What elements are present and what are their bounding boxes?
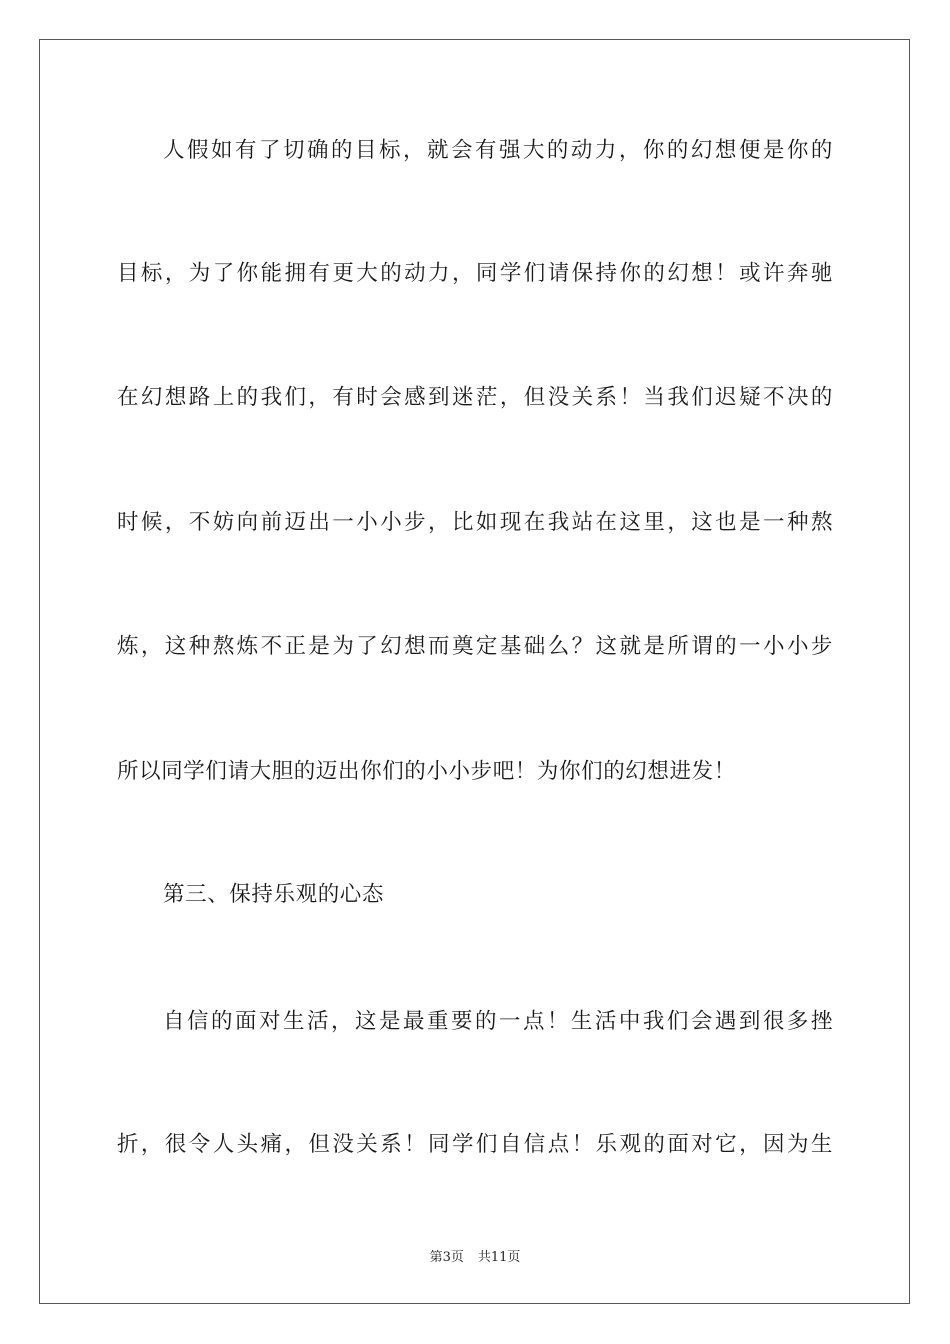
paragraph-line-8: 自信的面对生活，这是最重要的一点！生活中我们会遇到很多挫 (163, 1009, 833, 1034)
paragraph-line-3: 在幻想路上的我们，有时会感到迷茫，但没关系！当我们迟疑不决的 (117, 385, 833, 410)
paragraph-line-9: 折，很令人头痛，但没关系！同学们自信点！乐观的面对它，因为生 (117, 1132, 833, 1157)
paragraph-line-5: 炼，这种熬炼不正是为了幻想而奠定基础么？这就是所谓的一小小步 (117, 634, 833, 659)
paragraph-line-1: 人假如有了切确的目标，就会有强大的动力，你的幻想便是你的 (163, 138, 833, 163)
page-footer (0, 1246, 950, 1265)
page-number: 第3页 (429, 1250, 464, 1265)
section-heading: 第三、保持乐观的心态 (163, 882, 385, 907)
paragraph-line-2: 目标，为了你能拥有更大的动力，同学们请保持你的幻想！或许奔驰 (117, 261, 833, 286)
paragraph-line-4: 时候，不妨向前迈出一小小步，比如现在我站在这里，这也是一种熬 (117, 510, 833, 535)
page-border (39, 39, 910, 1304)
paragraph-line-6: 所以同学们请大胆的迈出你们的小小步吧！为你们的幻想进发！ (117, 759, 736, 784)
total-pages: 共11页 (477, 1250, 521, 1265)
